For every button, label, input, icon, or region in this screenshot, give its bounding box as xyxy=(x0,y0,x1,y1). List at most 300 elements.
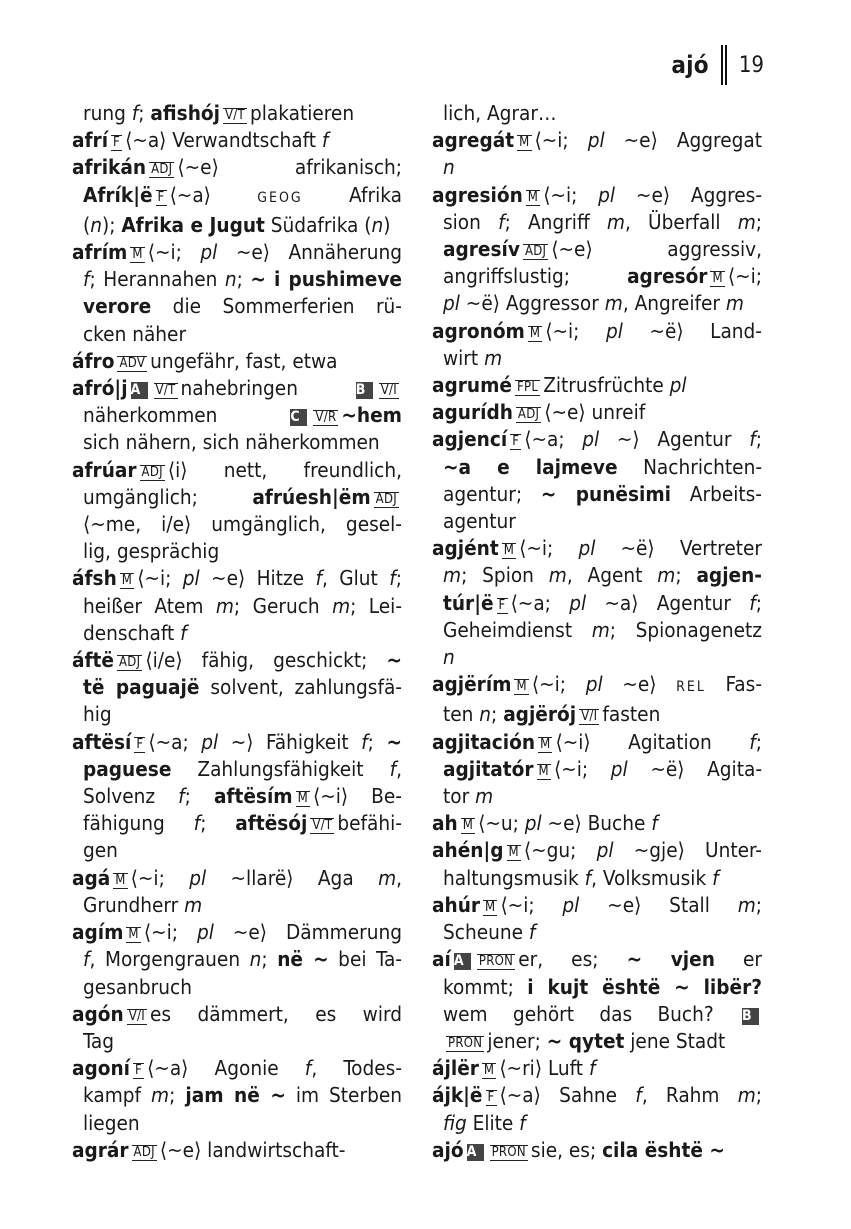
entry-line xyxy=(72,865,402,892)
headword: agurídh xyxy=(432,400,513,425)
entry-line xyxy=(72,1082,402,1109)
grammar-abbrev: pl xyxy=(524,811,542,836)
headword: ~ punësimi xyxy=(540,481,672,506)
grammar-abbrev: m xyxy=(475,784,494,809)
part-of-speech-tag: M xyxy=(540,736,551,752)
entry-text: ⟨~i⟩ Be- xyxy=(313,784,402,809)
part-of-speech-tag: ADJ xyxy=(517,407,540,423)
grammar-abbrev: pl xyxy=(598,182,616,207)
grammar-abbrev: m xyxy=(548,563,567,588)
part-of-speech-tag: F xyxy=(498,597,506,613)
entry-text: ⟨~gu; xyxy=(523,838,597,863)
entry-line xyxy=(432,1028,762,1055)
entry-line xyxy=(432,236,762,263)
entry-text: wem gehört das Buch? xyxy=(443,1001,739,1026)
entry-text: lich, Agrar… xyxy=(443,101,557,125)
headword: agjërím xyxy=(432,672,512,697)
entry-line xyxy=(72,1055,402,1082)
grammar-abbrev: m xyxy=(606,209,625,234)
entry-line xyxy=(432,892,762,919)
grammar-abbrev: pl xyxy=(196,920,214,945)
entry-text: ~ë⟩ Agita- xyxy=(627,756,762,781)
entry-text: ~e⟩ Annäherung xyxy=(217,240,402,265)
entry-text: nahebringen xyxy=(180,376,353,401)
headword: agrár xyxy=(72,1137,129,1162)
grammar-abbrev: f xyxy=(315,566,323,591)
grammar-abbrev: n xyxy=(443,645,455,670)
dictionary-entry xyxy=(72,1055,402,1137)
headword: i kujt është ~ libër? xyxy=(527,974,762,999)
headword: agregát xyxy=(432,128,515,153)
entry-text: ; Lei- xyxy=(350,593,403,618)
part-of-speech-tag: ADJ xyxy=(375,491,397,507)
part-of-speech-tag: V/I xyxy=(128,1008,145,1024)
entry-line xyxy=(72,402,402,429)
entry-line xyxy=(72,538,402,565)
headword: afrúesh|ëm xyxy=(252,484,371,509)
entry-text: ; xyxy=(755,209,762,234)
headword: ~a e lajmeve xyxy=(443,454,618,479)
dictionary-entry xyxy=(72,865,402,919)
headword: agjitación xyxy=(432,729,536,754)
headword: ~hem xyxy=(341,403,402,428)
entry-line xyxy=(72,321,402,348)
grammar-abbrev: pl xyxy=(182,566,200,591)
headword: agjen- xyxy=(696,563,762,588)
dictionary-entry xyxy=(432,810,762,837)
grammar-abbrev: f xyxy=(749,590,756,615)
entry-text: ~ë⟩ Aggressor xyxy=(459,291,605,316)
entry-text: ⟨i/e⟩ fähig, geschickt; xyxy=(145,648,387,673)
dictionary-entry xyxy=(72,239,402,348)
part-of-speech-tag: F xyxy=(113,135,121,151)
entry-text: ⟨~i; xyxy=(727,264,762,289)
entry-line xyxy=(432,263,762,290)
part-of-speech-tag: M xyxy=(529,325,541,341)
entry-text: ⟨~ri⟩ Luft xyxy=(499,1056,589,1081)
entry-text: , Angreifer xyxy=(622,291,726,316)
part-of-speech-tag: M xyxy=(485,899,496,915)
entry-line xyxy=(432,290,762,317)
part-of-speech-tag: ADJ xyxy=(133,1144,155,1160)
entry-text: kommt; xyxy=(443,974,528,999)
entry-text: Grundherr xyxy=(83,892,185,917)
entry-text: ⟨~a⟩ xyxy=(169,182,258,207)
entry-text: ; xyxy=(261,947,278,972)
entry-text: ) xyxy=(383,212,391,237)
entry-text: jene Stadt xyxy=(624,1028,726,1053)
dictionary-entry xyxy=(432,535,762,671)
header-divider xyxy=(721,45,727,85)
entry-text: hig xyxy=(83,702,112,727)
entry-line xyxy=(432,919,762,946)
entry-line xyxy=(432,1001,762,1028)
entry-text: ⟨~i; xyxy=(130,865,190,890)
entry-text: ⟨~i; xyxy=(543,182,599,207)
part-of-speech-tag: ADJ xyxy=(524,244,547,260)
entry-text: ⟨~i⟩ Agitation xyxy=(555,729,750,754)
entry-text: ; Herannahen xyxy=(89,267,225,292)
entry-line xyxy=(72,565,402,592)
entry-text: agentur xyxy=(443,509,516,534)
headword: agjërój xyxy=(503,702,577,727)
entry-line xyxy=(432,345,762,372)
headword: agjént xyxy=(432,536,499,561)
entry-line xyxy=(72,154,402,181)
entry-text: cken näher xyxy=(83,321,187,346)
grammar-abbrev: m xyxy=(725,291,744,316)
dictionary-entry xyxy=(432,100,762,127)
entry-text: ; xyxy=(138,101,151,125)
headword: agím xyxy=(72,920,124,945)
entry-text: ⟨~a; xyxy=(148,729,202,754)
entry-text: ~e⟩ Dämmerung xyxy=(213,920,403,945)
part-of-speech-tag: PRON xyxy=(478,954,514,970)
headword: ~ i pushimeve xyxy=(250,267,402,292)
entry-text: ⟨~a⟩ Sahne xyxy=(499,1083,636,1108)
entry-text: denschaft xyxy=(83,620,181,645)
headword: ~ xyxy=(386,729,402,754)
entry-text: ; xyxy=(755,892,762,917)
grammar-abbrev: f xyxy=(712,865,719,890)
entry-line xyxy=(432,209,762,236)
headword: agronóm xyxy=(432,318,525,343)
entry-line xyxy=(72,182,402,212)
entry-text: er, es; xyxy=(518,947,627,972)
entry-text: Elite xyxy=(466,1110,520,1135)
entry-text: Zahlungsfähigkeit xyxy=(171,756,390,781)
entry-text: ); xyxy=(101,212,122,237)
part-of-speech-tag: FPL xyxy=(516,380,539,396)
entry-text: ; xyxy=(675,563,697,588)
entry-text: ⟨~i; xyxy=(147,240,201,265)
entry-text: ~e⟩ Buche xyxy=(541,811,652,836)
entry-text: bei Ta- xyxy=(328,947,402,972)
headword: agresión xyxy=(432,182,523,207)
dictionary-entry xyxy=(432,426,762,535)
headword: verore xyxy=(83,294,152,319)
dictionary-entry xyxy=(432,318,762,372)
entry-text: ⟨~e⟩ aggressiv, xyxy=(551,237,762,262)
part-of-speech-tag: PRON xyxy=(491,1144,526,1160)
grammar-abbrev: n xyxy=(90,212,102,237)
grammar-abbrev: pl xyxy=(443,291,460,316)
entry-text: gesanbruch xyxy=(83,974,192,999)
entry-text: umgänglich; xyxy=(83,484,253,509)
headword: afishój xyxy=(150,101,220,125)
grammar-abbrev: m xyxy=(484,345,503,370)
entry-text: ~ë⟩ Land- xyxy=(622,318,762,343)
entry-text: ⟨~a⟩ Agonie xyxy=(147,1056,305,1081)
dictionary-entry xyxy=(432,729,762,811)
entry-text: ungefähr, fast, etwa xyxy=(150,348,338,373)
grammar-abbrev: m xyxy=(737,209,756,234)
grammar-abbrev: m xyxy=(591,617,610,642)
grammar-abbrev: f xyxy=(498,209,505,234)
headword: afró|j xyxy=(72,376,128,401)
part-of-speech-tag: V/R xyxy=(315,410,337,426)
headword: aftësój xyxy=(235,811,308,836)
part-of-speech-tag: F xyxy=(157,189,165,205)
entry-text: ⟨~e⟩ landwirtschaft- xyxy=(159,1137,346,1162)
entry-text: ( xyxy=(83,212,91,237)
grammar-abbrev: f xyxy=(519,1110,526,1135)
entry-line xyxy=(72,756,402,783)
entry-text: Arbeits- xyxy=(671,481,762,506)
headword: áftë xyxy=(72,648,114,673)
grammar-abbrev: pl xyxy=(201,729,219,754)
entry-line xyxy=(432,865,762,892)
part-of-speech-tag: M xyxy=(538,763,549,779)
grammar-abbrev: f xyxy=(584,865,592,890)
entry-text: ⟨~i; xyxy=(553,756,611,781)
entry-text: Tag xyxy=(83,1028,115,1053)
entry-line xyxy=(72,484,402,511)
dictionary-entry xyxy=(432,946,762,1055)
entry-text: ten xyxy=(443,702,480,727)
entry-line xyxy=(432,127,762,154)
headword: agá xyxy=(72,865,111,890)
entry-text: näherkommen xyxy=(83,403,288,428)
entry-text: heißer Atem xyxy=(83,593,216,618)
dictionary-entry xyxy=(432,372,762,399)
entry-line xyxy=(72,919,402,946)
entry-text: haltungsmusik xyxy=(443,865,585,890)
part-of-speech-tag: ADJ xyxy=(151,162,173,178)
entry-line xyxy=(72,974,402,1001)
entry-text: ⟨~a⟩ Verwandtschaft xyxy=(125,128,322,153)
entry-line xyxy=(72,620,402,647)
entry-text: ; Spionagenetz xyxy=(609,617,762,642)
entry-text: ⟨~a; xyxy=(510,590,570,615)
headword: jam në ~ xyxy=(185,1083,286,1108)
headword: agresív xyxy=(443,237,520,262)
part-of-speech-tag: M xyxy=(128,927,139,943)
entry-text: , xyxy=(396,756,402,781)
entry-line xyxy=(72,100,402,127)
dictionary-entry xyxy=(72,348,402,375)
grammar-abbrev: pl xyxy=(189,865,207,890)
headword: paguese xyxy=(83,756,172,781)
entry-text: gen xyxy=(83,838,118,863)
dictionary-entry xyxy=(432,671,762,728)
sense-number-badge: A xyxy=(467,1144,484,1161)
entry-text: lig, gesprächig xyxy=(83,539,220,564)
entry-text: Geheimdienst xyxy=(443,617,592,642)
entry-line xyxy=(432,182,762,209)
headword: ájk|ë xyxy=(432,1083,483,1108)
dictionary-entry xyxy=(432,127,762,181)
grammar-abbrev: n xyxy=(224,267,237,292)
part-of-speech-tag: M xyxy=(132,247,143,263)
grammar-abbrev: f xyxy=(193,811,201,836)
entry-line xyxy=(72,1001,402,1028)
entry-text: wirt xyxy=(443,345,485,370)
headword: áfsh xyxy=(72,566,117,591)
entry-line xyxy=(72,212,402,239)
entry-text: ~a⟩ Agentur xyxy=(586,590,750,615)
entry-text: Afrika xyxy=(302,182,402,207)
entry-text: sion xyxy=(443,209,499,234)
sense-number-badge: C xyxy=(290,409,307,426)
page-number: 19 xyxy=(738,52,764,78)
entry-text: , Rahm xyxy=(641,1083,738,1108)
entry-line xyxy=(432,1110,762,1137)
dictionary-entry xyxy=(432,1137,762,1164)
part-of-speech-tag: F xyxy=(135,1063,143,1079)
dictionary-entry xyxy=(72,1001,402,1055)
entry-line xyxy=(432,729,762,756)
part-of-speech-tag: M xyxy=(712,271,723,287)
dictionary-entry xyxy=(72,127,402,154)
part-of-speech-tag: M xyxy=(527,189,539,205)
grammar-abbrev: f xyxy=(83,947,90,972)
entry-text: ⟨~i; xyxy=(519,536,579,561)
entry-line xyxy=(432,617,762,644)
running-headword: ajó xyxy=(671,51,709,79)
grammar-abbrev: f xyxy=(749,729,756,754)
left-column xyxy=(72,100,402,1164)
part-of-speech-tag: F xyxy=(136,736,144,752)
dictionary-entry xyxy=(432,1055,762,1082)
grammar-abbrev: pl xyxy=(596,838,614,863)
entry-line xyxy=(72,1110,402,1137)
entry-text: , Morgengrauen xyxy=(89,947,250,972)
entry-text: ~gje⟩ Unter- xyxy=(613,838,762,863)
headword: Afrík|ë xyxy=(83,182,153,207)
grammar-abbrev: f xyxy=(749,427,756,452)
grammar-abbrev: f xyxy=(651,811,658,836)
entry-line xyxy=(432,701,762,728)
subject-label: GEOG xyxy=(257,189,303,206)
entry-text: die Sommerferien rü- xyxy=(151,294,402,319)
dictionary-entry xyxy=(72,919,402,1001)
entry-line xyxy=(72,375,402,402)
headword: túr|ë xyxy=(443,590,494,615)
grammar-abbrev: f xyxy=(588,1056,596,1081)
subject-label: REL xyxy=(676,679,706,696)
entry-text: , Überfall xyxy=(624,209,738,234)
headword: agoní xyxy=(72,1056,131,1081)
headword: ~ qytet xyxy=(546,1028,625,1053)
dictionary-entry xyxy=(72,1137,402,1164)
grammar-abbrev: n xyxy=(371,212,384,237)
grammar-abbrev: pl xyxy=(605,318,623,343)
headword: ájlër xyxy=(432,1056,479,1081)
grammar-abbrev: pl xyxy=(582,427,600,452)
headword: aftësím xyxy=(213,784,293,809)
entry-text: Scheune xyxy=(443,920,529,945)
entry-line xyxy=(432,837,762,864)
entry-text: ⟨~u; xyxy=(478,811,525,836)
entry-line xyxy=(72,783,402,810)
entry-line xyxy=(72,1028,402,1055)
entry-line xyxy=(432,974,762,1001)
entry-text: ~e⟩ xyxy=(602,672,677,697)
entry-line xyxy=(432,562,762,589)
entry-line xyxy=(72,239,402,266)
entry-text: , Agent xyxy=(566,563,658,588)
headword: ahén|g xyxy=(432,838,504,863)
grammar-abbrev: f xyxy=(389,756,397,781)
headword: Afrika e Jugut xyxy=(121,212,265,237)
entry-text: ; xyxy=(184,784,214,809)
grammar-abbrev: m xyxy=(378,865,397,890)
dictionary-entry xyxy=(72,100,402,127)
entry-text: ; xyxy=(367,729,387,754)
entry-text: kampf xyxy=(83,1083,152,1108)
part-of-speech-tag: M xyxy=(508,845,519,861)
headword: afrúar xyxy=(72,457,137,482)
headword: áfro xyxy=(72,348,115,373)
part-of-speech-tag: ADJ xyxy=(118,655,141,671)
grammar-abbrev: n xyxy=(249,947,262,972)
part-of-speech-tag: PRON xyxy=(448,1035,483,1051)
entry-text: , Glut xyxy=(322,566,390,591)
entry-text: ⟨i⟩ nett, freundlich, xyxy=(167,457,402,482)
sense-number-badge: A xyxy=(131,382,148,399)
part-of-speech-tag: ADJ xyxy=(141,464,163,480)
dictionary-entry xyxy=(432,1082,762,1136)
sense-number-badge: B xyxy=(356,382,373,399)
entry-line xyxy=(72,1137,402,1164)
entry-text: Fas- xyxy=(705,672,763,697)
entry-line xyxy=(72,457,402,484)
entry-text: ; xyxy=(491,702,504,727)
entry-line xyxy=(72,348,402,375)
grammar-abbrev: f xyxy=(389,566,396,591)
grammar-abbrev: m xyxy=(604,291,623,316)
entry-line xyxy=(72,701,402,728)
entry-text: ; xyxy=(236,267,251,292)
grammar-abbrev: f xyxy=(321,128,329,153)
entry-text: ⟨~i; xyxy=(534,128,588,153)
entry-line xyxy=(72,593,402,620)
entry-line xyxy=(72,810,402,837)
grammar-abbrev: pl xyxy=(200,240,218,265)
part-of-speech-tag: M xyxy=(115,872,126,888)
headword: afrikán xyxy=(72,155,147,180)
entry-text: Nachrichten- xyxy=(617,454,763,479)
dictionary-entry xyxy=(72,375,402,457)
headword: aftësí xyxy=(72,729,132,754)
entry-line xyxy=(72,892,402,919)
entry-line xyxy=(432,508,762,535)
grammar-abbrev: f xyxy=(180,620,187,645)
entry-text: ⟨~e⟩ unreif xyxy=(544,400,646,425)
grammar-abbrev: f xyxy=(635,1083,642,1108)
entry-text: Zitrusfrüchte xyxy=(543,373,670,398)
entry-text: liegen xyxy=(83,1110,140,1135)
entry-text: ~⟩ Fähigkeit xyxy=(218,729,362,754)
entry-text: ; xyxy=(169,1083,186,1108)
entry-line xyxy=(432,1055,762,1082)
entry-text: ~e⟩ Aggregat xyxy=(604,128,762,153)
entry-text: sich nähern, sich näherkommen xyxy=(83,430,380,455)
dictionary-entry xyxy=(432,182,762,318)
entry-text: er xyxy=(714,947,763,972)
part-of-speech-tag: V/T xyxy=(155,383,176,399)
grammar-abbrev: n xyxy=(443,155,455,180)
grammar-abbrev: f xyxy=(178,784,185,809)
grammar-abbrev: pl xyxy=(585,672,603,697)
part-of-speech-tag: M xyxy=(297,791,309,807)
grammar-abbrev: f xyxy=(528,920,536,945)
entry-line xyxy=(432,783,762,810)
entry-text: agentur; xyxy=(443,481,541,506)
dictionary-entry xyxy=(432,837,762,891)
right-column xyxy=(432,100,762,1164)
